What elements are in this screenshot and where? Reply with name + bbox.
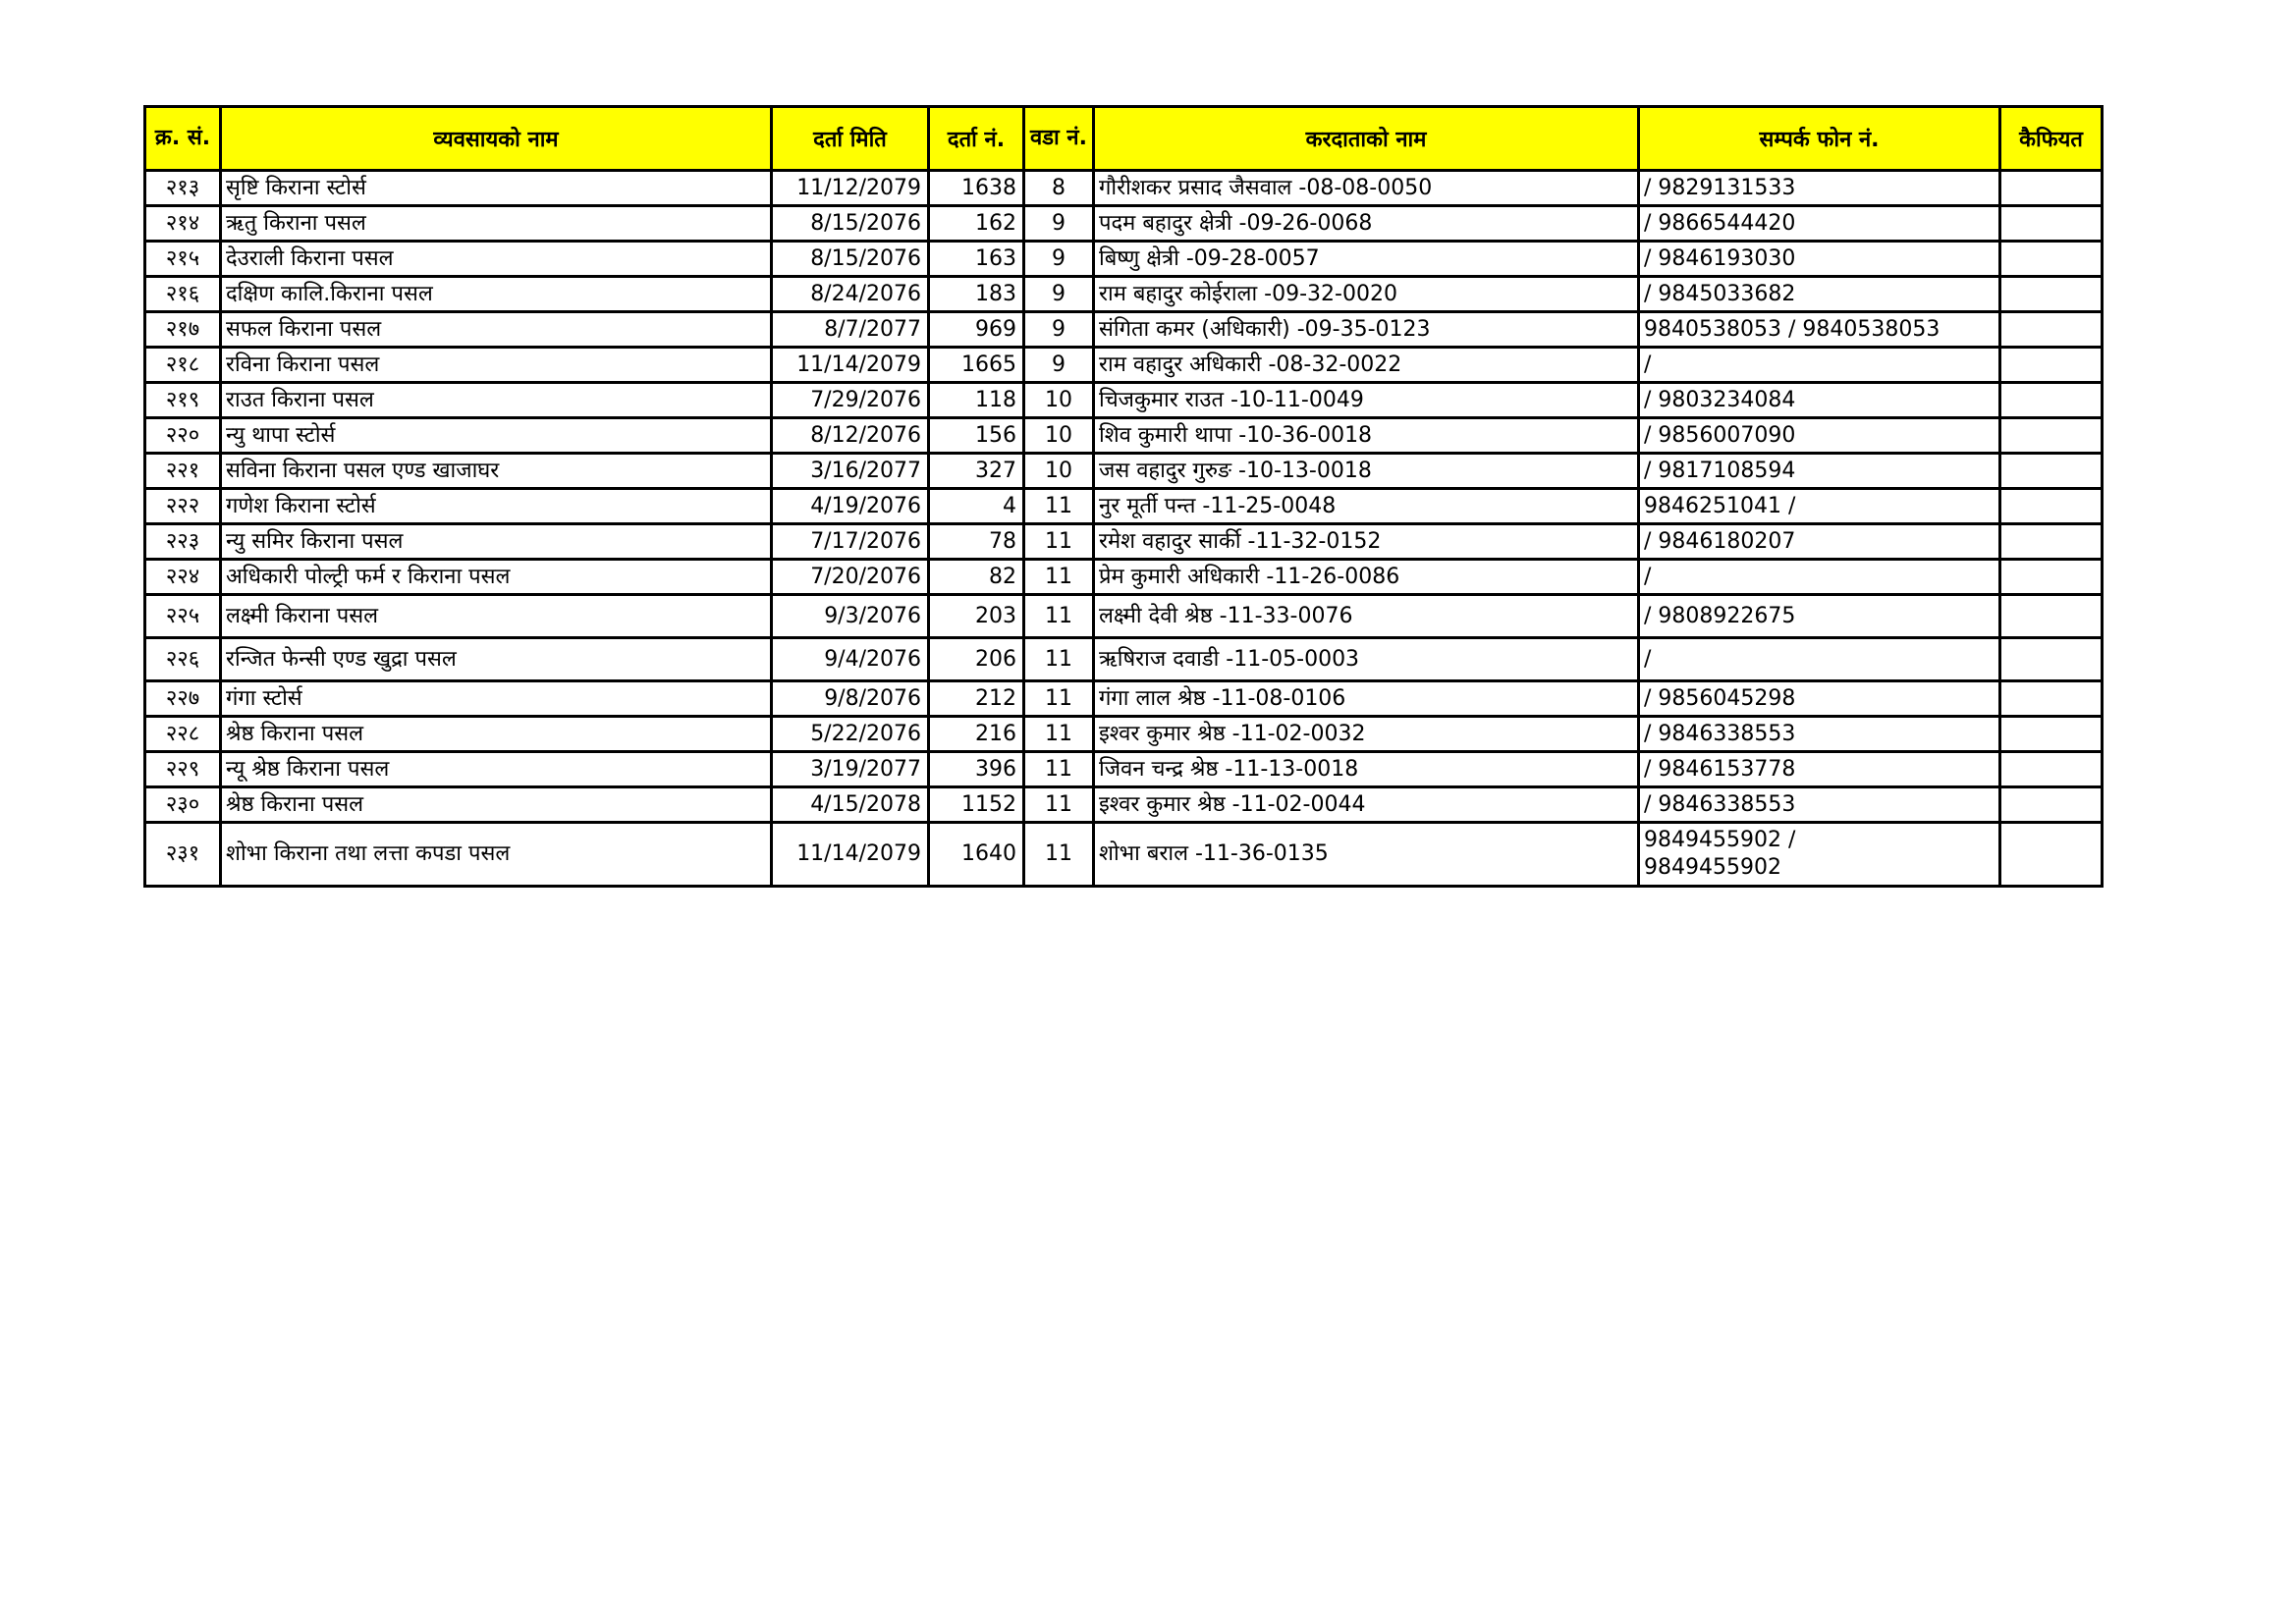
cell-remarks xyxy=(2000,418,2103,454)
cell-business-name: गणेश किराना स्टोर्स xyxy=(221,489,772,524)
cell-taxpayer-name: जिवन चन्द्र श्रेष्ठ -11-13-0018 xyxy=(1094,752,1639,787)
cell-registration-date: 7/20/2076 xyxy=(772,560,929,595)
cell-registration-date: 7/29/2076 xyxy=(772,383,929,418)
cell-taxpayer-name: रमेश वहादुर सार्की -11-32-0152 xyxy=(1094,524,1639,560)
table-row xyxy=(145,717,2103,752)
cell-registration-number: 183 xyxy=(929,277,1024,312)
cell-contact-phone: / 9846338553 xyxy=(1639,717,2000,752)
table-row xyxy=(145,242,2103,277)
cell-remarks xyxy=(2000,717,2103,752)
table-row xyxy=(145,418,2103,454)
cell-taxpayer-name: शोभा बराल -11-36-0135 xyxy=(1094,823,1639,887)
cell-registration-number: 82 xyxy=(929,560,1024,595)
table-body xyxy=(145,171,2103,887)
cell-registration-date: 5/22/2076 xyxy=(772,717,929,752)
cell-registration-number: 163 xyxy=(929,242,1024,277)
table-row xyxy=(145,312,2103,348)
cell-registration-number: 203 xyxy=(929,595,1024,638)
cell-registration-number: 969 xyxy=(929,312,1024,348)
table-row xyxy=(145,595,2103,638)
cell-serial-number: २१६ xyxy=(145,277,221,312)
cell-registration-date: 4/15/2078 xyxy=(772,787,929,823)
cell-remarks xyxy=(2000,595,2103,638)
cell-contact-phone: / 9856045298 xyxy=(1639,681,2000,717)
cell-remarks xyxy=(2000,823,2103,887)
cell-registration-date: 11/14/2079 xyxy=(772,823,929,887)
cell-ward-number: 10 xyxy=(1024,418,1094,454)
cell-registration-number: 206 xyxy=(929,638,1024,681)
cell-remarks xyxy=(2000,638,2103,681)
cell-registration-date: 9/4/2076 xyxy=(772,638,929,681)
cell-business-name: सफल किराना पसल xyxy=(221,312,772,348)
table-row xyxy=(145,823,2103,887)
registration-sheet xyxy=(143,105,2101,888)
cell-remarks xyxy=(2000,242,2103,277)
cell-serial-number: २१५ xyxy=(145,242,221,277)
table-row xyxy=(145,277,2103,312)
cell-taxpayer-name: पदम बहादुर क्षेत्री -09-26-0068 xyxy=(1094,206,1639,242)
cell-contact-phone: / 9803234084 xyxy=(1639,383,2000,418)
cell-serial-number: २२९ xyxy=(145,752,221,787)
cell-contact-phone: / 9846153778 xyxy=(1639,752,2000,787)
cell-business-name: सविना किराना पसल एण्ड खाजाघर xyxy=(221,454,772,489)
cell-registration-date: 8/15/2076 xyxy=(772,242,929,277)
cell-business-name: लक्ष्मी किराना पसल xyxy=(221,595,772,638)
cell-registration-number: 1665 xyxy=(929,348,1024,383)
cell-serial-number: २१४ xyxy=(145,206,221,242)
cell-business-name: न्यु थापा स्टोर्स xyxy=(221,418,772,454)
cell-registration-date: 9/8/2076 xyxy=(772,681,929,717)
cell-ward-number: 11 xyxy=(1024,823,1094,887)
cell-registration-number: 216 xyxy=(929,717,1024,752)
cell-contact-phone: 9849455902 / 9849455902 xyxy=(1639,823,2000,887)
cell-taxpayer-name: बिष्णु क्षेत्री -09-28-0057 xyxy=(1094,242,1639,277)
table-row xyxy=(145,348,2103,383)
cell-contact-phone: / xyxy=(1639,638,2000,681)
header-taxpayer-name: करदाताको नाम xyxy=(1094,107,1639,171)
cell-registration-number: 396 xyxy=(929,752,1024,787)
cell-ward-number: 9 xyxy=(1024,348,1094,383)
cell-registration-date: 4/19/2076 xyxy=(772,489,929,524)
cell-remarks xyxy=(2000,454,2103,489)
cell-ward-number: 11 xyxy=(1024,638,1094,681)
business-register-table xyxy=(143,105,2104,888)
cell-registration-date: 11/14/2079 xyxy=(772,348,929,383)
header-ward-number: वडा नं. xyxy=(1024,107,1094,171)
cell-registration-date: 8/15/2076 xyxy=(772,206,929,242)
cell-registration-date: 3/16/2077 xyxy=(772,454,929,489)
cell-contact-phone: 9840538053 / 9840538053 xyxy=(1639,312,2000,348)
cell-registration-date: 7/17/2076 xyxy=(772,524,929,560)
cell-taxpayer-name: राम बहादुर कोईराला -09-32-0020 xyxy=(1094,277,1639,312)
cell-contact-phone: / 9866544420 xyxy=(1639,206,2000,242)
table-row xyxy=(145,171,2103,206)
cell-taxpayer-name: इश्वर कुमार श्रेष्ठ -11-02-0032 xyxy=(1094,717,1639,752)
table-row xyxy=(145,489,2103,524)
table-header xyxy=(145,107,2103,171)
cell-ward-number: 9 xyxy=(1024,312,1094,348)
cell-serial-number: २१७ xyxy=(145,312,221,348)
cell-registration-number: 78 xyxy=(929,524,1024,560)
cell-ward-number: 11 xyxy=(1024,524,1094,560)
table-row xyxy=(145,681,2103,717)
cell-contact-phone: / 9817108594 xyxy=(1639,454,2000,489)
cell-remarks xyxy=(2000,787,2103,823)
cell-ward-number: 10 xyxy=(1024,383,1094,418)
cell-ward-number: 11 xyxy=(1024,752,1094,787)
cell-serial-number: २१८ xyxy=(145,348,221,383)
cell-contact-phone: / 9856007090 xyxy=(1639,418,2000,454)
cell-taxpayer-name: इश्वर कुमार श्रेष्ठ -11-02-0044 xyxy=(1094,787,1639,823)
header-registration-number: दर्ता नं. xyxy=(929,107,1024,171)
cell-ward-number: 9 xyxy=(1024,277,1094,312)
cell-remarks xyxy=(2000,171,2103,206)
table-row xyxy=(145,560,2103,595)
cell-registration-number: 4 xyxy=(929,489,1024,524)
cell-ward-number: 11 xyxy=(1024,681,1094,717)
cell-taxpayer-name: राम वहादुर अधिकारी -08-32-0022 xyxy=(1094,348,1639,383)
cell-taxpayer-name: नुर मूर्ती पन्त -11-25-0048 xyxy=(1094,489,1639,524)
cell-serial-number: २२२ xyxy=(145,489,221,524)
cell-taxpayer-name: शिव कुमारी थापा -10-36-0018 xyxy=(1094,418,1639,454)
cell-serial-number: २२३ xyxy=(145,524,221,560)
cell-contact-phone: 9846251041 / xyxy=(1639,489,2000,524)
cell-registration-date: 9/3/2076 xyxy=(772,595,929,638)
table-row xyxy=(145,454,2103,489)
cell-serial-number: २३० xyxy=(145,787,221,823)
cell-taxpayer-name: गौरीशकर प्रसाद जैसवाल -08-08-0050 xyxy=(1094,171,1639,206)
cell-registration-date: 3/19/2077 xyxy=(772,752,929,787)
cell-ward-number: 11 xyxy=(1024,787,1094,823)
cell-ward-number: 8 xyxy=(1024,171,1094,206)
cell-remarks xyxy=(2000,348,2103,383)
cell-contact-phone: / 9846180207 xyxy=(1639,524,2000,560)
header-registration-date: दर्ता मिति xyxy=(772,107,929,171)
cell-ward-number: 9 xyxy=(1024,242,1094,277)
cell-serial-number: २१३ xyxy=(145,171,221,206)
cell-contact-phone: / 9846338553 xyxy=(1639,787,2000,823)
cell-business-name: देउराली किराना पसल xyxy=(221,242,772,277)
cell-business-name: श्रेष्ठ किराना पसल xyxy=(221,787,772,823)
cell-remarks xyxy=(2000,277,2103,312)
cell-business-name: अधिकारी पोल्ट्री फर्म र किराना पसल xyxy=(221,560,772,595)
cell-serial-number: २२८ xyxy=(145,717,221,752)
cell-registration-number: 1152 xyxy=(929,787,1024,823)
cell-business-name: श्रेष्ठ किराना पसल xyxy=(221,717,772,752)
cell-business-name: शोभा किराना तथा लत्ता कपडा पसल xyxy=(221,823,772,887)
table-row xyxy=(145,787,2103,823)
cell-taxpayer-name: संगिता कमर (अधिकारी) -09-35-0123 xyxy=(1094,312,1639,348)
cell-contact-phone: / 9829131533 xyxy=(1639,171,2000,206)
cell-registration-date: 8/12/2076 xyxy=(772,418,929,454)
cell-remarks xyxy=(2000,752,2103,787)
cell-taxpayer-name: ऋषिराज दवाडी -11-05-0003 xyxy=(1094,638,1639,681)
cell-serial-number: २२१ xyxy=(145,454,221,489)
cell-ward-number: 11 xyxy=(1024,560,1094,595)
cell-remarks xyxy=(2000,206,2103,242)
cell-remarks xyxy=(2000,383,2103,418)
cell-ward-number: 9 xyxy=(1024,206,1094,242)
cell-remarks xyxy=(2000,312,2103,348)
cell-taxpayer-name: प्रेम कुमारी अधिकारी -11-26-0086 xyxy=(1094,560,1639,595)
header-remarks: कैफियत xyxy=(2000,107,2103,171)
cell-serial-number: २३१ xyxy=(145,823,221,887)
cell-ward-number: 11 xyxy=(1024,717,1094,752)
cell-registration-number: 212 xyxy=(929,681,1024,717)
table-row xyxy=(145,383,2103,418)
cell-serial-number: २१९ xyxy=(145,383,221,418)
header-row xyxy=(145,107,2103,171)
cell-ward-number: 11 xyxy=(1024,489,1094,524)
cell-business-name: दक्षिण कालि.किराना पसल xyxy=(221,277,772,312)
cell-contact-phone: / 9846193030 xyxy=(1639,242,2000,277)
cell-serial-number: २२० xyxy=(145,418,221,454)
cell-contact-phone: / xyxy=(1639,348,2000,383)
cell-taxpayer-name: गंगा लाल श्रेष्ठ -11-08-0106 xyxy=(1094,681,1639,717)
cell-serial-number: २२५ xyxy=(145,595,221,638)
cell-taxpayer-name: चिजकुमार राउत -10-11-0049 xyxy=(1094,383,1639,418)
header-business-name: व्यवसायको नाम xyxy=(221,107,772,171)
header-serial-number: क्र. सं. xyxy=(145,107,221,171)
cell-business-name: न्यू श्रेष्ठ किराना पसल xyxy=(221,752,772,787)
cell-registration-number: 327 xyxy=(929,454,1024,489)
cell-remarks xyxy=(2000,681,2103,717)
cell-contact-phone: / xyxy=(1639,560,2000,595)
cell-ward-number: 10 xyxy=(1024,454,1094,489)
cell-serial-number: २२६ xyxy=(145,638,221,681)
cell-serial-number: २२७ xyxy=(145,681,221,717)
table-row xyxy=(145,524,2103,560)
cell-taxpayer-name: लक्ष्मी देवी श्रेष्ठ -11-33-0076 xyxy=(1094,595,1639,638)
cell-registration-date: 11/12/2079 xyxy=(772,171,929,206)
cell-ward-number: 11 xyxy=(1024,595,1094,638)
cell-business-name: रन्जित फेन्सी एण्ड खुद्रा पसल xyxy=(221,638,772,681)
cell-business-name: रविना किराना पसल xyxy=(221,348,772,383)
cell-remarks xyxy=(2000,560,2103,595)
cell-registration-date: 8/7/2077 xyxy=(772,312,929,348)
cell-registration-number: 118 xyxy=(929,383,1024,418)
cell-contact-phone: / 9808922675 xyxy=(1639,595,2000,638)
cell-business-name: ऋतु किराना पसल xyxy=(221,206,772,242)
cell-business-name: सृष्टि किराना स्टोर्स xyxy=(221,171,772,206)
cell-serial-number: २२४ xyxy=(145,560,221,595)
cell-registration-number: 162 xyxy=(929,206,1024,242)
cell-business-name: गंगा स्टोर्स xyxy=(221,681,772,717)
table-row xyxy=(145,206,2103,242)
table-row xyxy=(145,752,2103,787)
cell-registration-number: 1640 xyxy=(929,823,1024,887)
cell-business-name: राउत किराना पसल xyxy=(221,383,772,418)
cell-business-name: न्यु समिर किराना पसल xyxy=(221,524,772,560)
cell-registration-number: 1638 xyxy=(929,171,1024,206)
cell-remarks xyxy=(2000,524,2103,560)
cell-remarks xyxy=(2000,489,2103,524)
cell-contact-phone: / 9845033682 xyxy=(1639,277,2000,312)
cell-registration-number: 156 xyxy=(929,418,1024,454)
table-row xyxy=(145,638,2103,681)
cell-registration-date: 8/24/2076 xyxy=(772,277,929,312)
header-contact-phone: सम्पर्क फोन नं. xyxy=(1639,107,2000,171)
cell-taxpayer-name: जस वहादुर गुरुङ -10-13-0018 xyxy=(1094,454,1639,489)
